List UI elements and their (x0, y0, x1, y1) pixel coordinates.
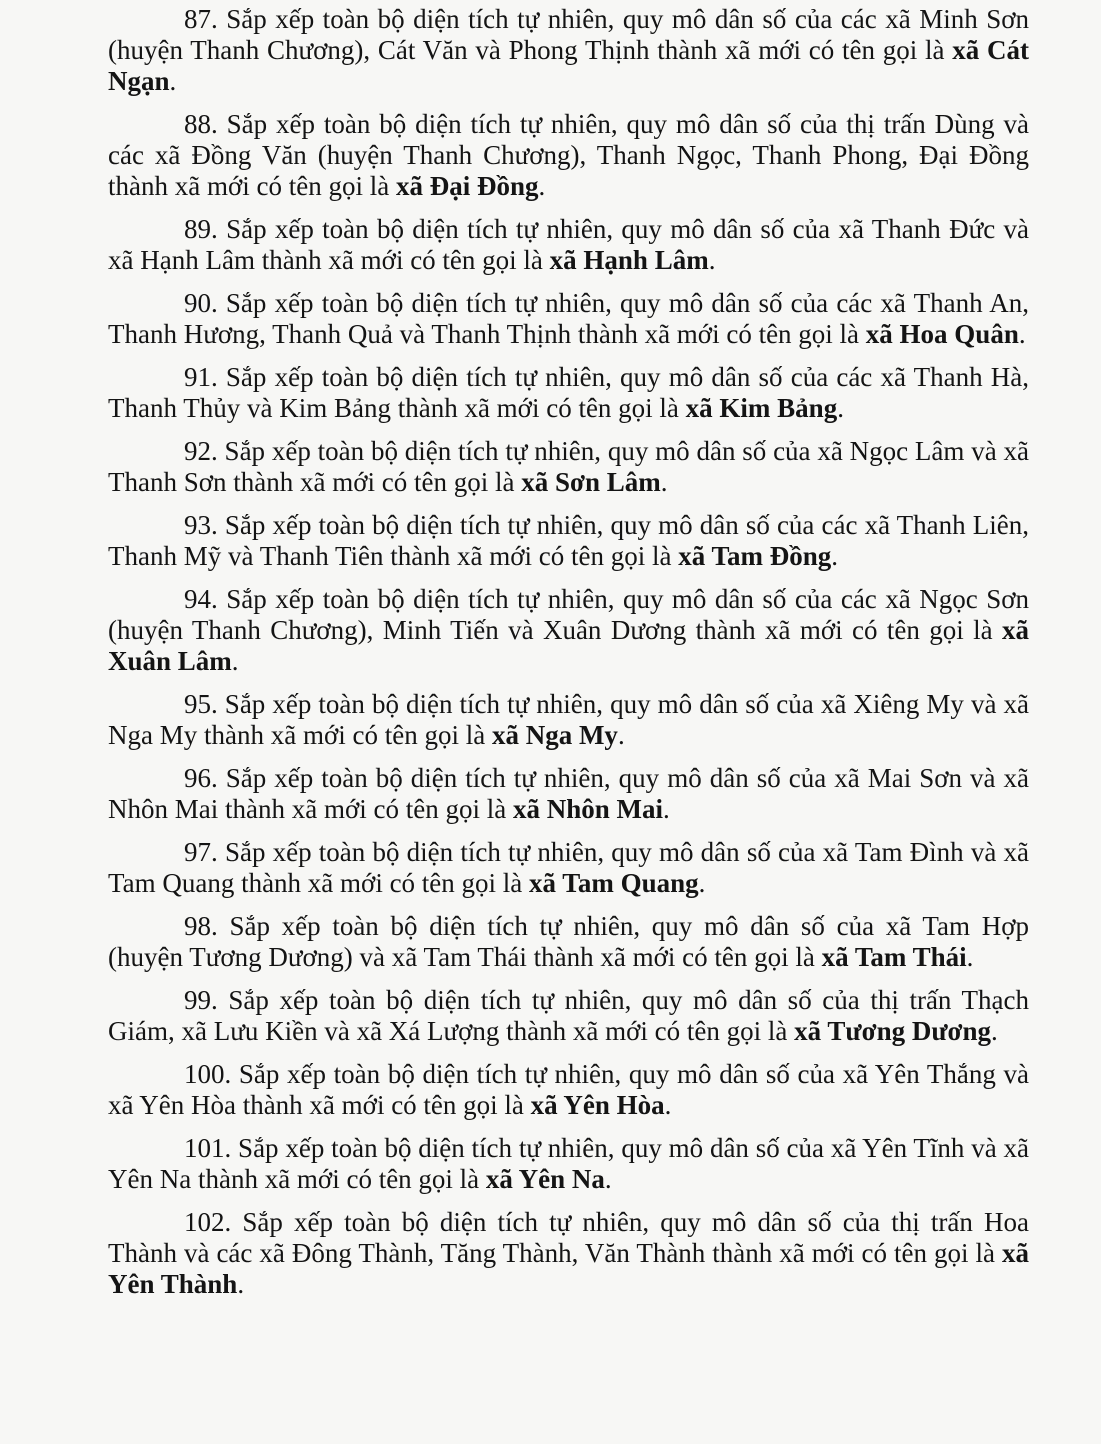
clause-text: 96. Sắp xếp toàn bộ diện tích tự nhiên, quy mô dân số của xã Mai Sơn và xã Nhôn Mai thành xã mới có tên gọi là (108, 763, 1029, 824)
clause-text: 90. Sắp xếp toàn bộ diện tích tự nhiên, quy mô dân số của các xã Thanh An, Thanh Hương, Thanh Quả và Thanh Thịnh thành xã mới có tên gọi là (108, 288, 1029, 349)
clause-87 (108, 4, 1029, 97)
new-commune-name: xã Kim Bảng (685, 393, 838, 423)
new-commune-name: xã Đại Đồng (395, 171, 539, 201)
new-commune-name: xã Yên Hòa (530, 1090, 665, 1120)
new-commune-name: xã Cát Ngạn (108, 35, 1030, 96)
clause-text: 95. Sắp xếp toàn bộ diện tích tự nhiên, quy mô dân số của xã Xiêng My và xã Nga My thành xã mới có tên gọi là (108, 689, 1029, 750)
clause-text: 92. Sắp xếp toàn bộ diện tích tự nhiên, quy mô dân số của xã Ngọc Lâm và xã Thanh Sơn thành xã mới có tên gọi là (108, 436, 1029, 497)
clause-99 (108, 985, 1029, 1047)
clause-end: . (231, 646, 239, 676)
clause-end: . (698, 868, 706, 898)
clause-end: . (169, 66, 177, 96)
clause-101 (108, 1133, 1029, 1195)
clause-end: . (538, 171, 546, 201)
clause-end: . (1018, 319, 1026, 349)
new-commune-name: xã Hoa Quân (865, 319, 1019, 349)
clause-end: . (660, 467, 668, 497)
new-commune-name: xã Xuân Lâm (108, 615, 1029, 676)
clause-91 (108, 362, 1029, 424)
clause-text: 97. Sắp xếp toàn bộ diện tích tự nhiên, quy mô dân số của xã Tam Đình và xã Tam Quang thành xã mới có tên gọi là (108, 837, 1029, 898)
new-commune-name: xã Nhôn Mai (512, 794, 663, 824)
clause-text: 98. Sắp xếp toàn bộ diện tích tự nhiên, quy mô dân số của xã Tam Hợp (huyện Tương Dương) và xã Tam Thái thành xã mới có tên gọi là (108, 911, 1029, 972)
clause-text: 93. Sắp xếp toàn bộ diện tích tự nhiên, quy mô dân số của các xã Thanh Liên, Thanh Mỹ và Thanh Tiên thành xã mới có tên gọi là (108, 510, 1029, 571)
new-commune-name: xã Tam Đồng (678, 541, 832, 571)
clause-text: 101. Sắp xếp toàn bộ diện tích tự nhiên, quy mô dân số của xã Yên Tĩnh và xã Yên Na thành xã mới có tên gọi là (108, 1133, 1029, 1194)
clause-text: 94. Sắp xếp toàn bộ diện tích tự nhiên, quy mô dân số của các xã Ngọc Sơn (huyện Thanh Chương), Minh Tiến và Xuân Dương thành xã mới có tên gọi là (108, 584, 1029, 645)
clause-end: . (837, 393, 844, 423)
clause-98 (108, 911, 1029, 973)
new-commune-name: xã Hạnh Lâm (549, 245, 709, 275)
clause-96 (108, 763, 1029, 825)
clause-90 (108, 288, 1029, 350)
clause-end: . (991, 1016, 998, 1046)
new-commune-name: xã Nga My (491, 720, 618, 750)
clause-89 (108, 214, 1029, 276)
clause-93 (108, 510, 1029, 572)
clause-102 (108, 1207, 1029, 1300)
new-commune-name: xã Tam Quang (529, 868, 699, 898)
clause-end: . (604, 1164, 612, 1194)
clause-end: . (617, 720, 625, 750)
clause-88 (108, 109, 1029, 202)
clause-text: 100. Sắp xếp toàn bộ diện tích tự nhiên, quy mô dân số của xã Yên Thắng và xã Yên Hòa thành xã mới có tên gọi là (108, 1059, 1029, 1120)
clause-100 (108, 1059, 1029, 1121)
new-commune-name: xã Yên Na (485, 1164, 605, 1194)
clause-end: . (708, 245, 716, 275)
clause-text: 91. Sắp xếp toàn bộ diện tích tự nhiên, quy mô dân số của các xã Thanh Hà, Thanh Thủy và Kim Bảng thành xã mới có tên gọi là (108, 362, 1029, 423)
clause-97 (108, 837, 1029, 899)
clause-text: 99. Sắp xếp toàn bộ diện tích tự nhiên, quy mô dân số của thị trấn Thạch Giám, xã Lưu Kiền và xã Xá Lượng thành xã mới có tên gọi là (108, 985, 1029, 1046)
new-commune-name: xã Sơn Lâm (521, 467, 661, 497)
clause-92 (108, 436, 1029, 498)
clause-text: 88. Sắp xếp toàn bộ diện tích tự nhiên, quy mô dân số của thị trấn Dùng và các xã Đồng Văn (huyện Thanh Chương), Thanh Ngọc, Thanh Phong, Đại Đồng thành xã mới có tên gọi là (108, 109, 1029, 201)
clause-95 (108, 689, 1029, 751)
clause-end: . (966, 942, 974, 972)
new-commune-name: xã Yên Thành (108, 1238, 1029, 1299)
clause-text: 87. Sắp xếp toàn bộ diện tích tự nhiên, quy mô dân số của các xã Minh Sơn (huyện Thanh Chương), Cát Văn và Phong Thịnh thành xã mới có tên gọi là (108, 4, 1029, 65)
clause-end: . (831, 541, 839, 571)
clause-text: 102. Sắp xếp toàn bộ diện tích tự nhiên, quy mô dân số của thị trấn Hoa Thành và các xã Đông Thành, Tăng Thành, Văn Thành thành xã mới có tên gọi là (108, 1207, 1029, 1268)
clause-end: . (664, 1090, 672, 1120)
clause-text: 89. Sắp xếp toàn bộ diện tích tự nhiên, quy mô dân số của xã Thanh Đức và xã Hạnh Lâm thành xã mới có tên gọi là (108, 214, 1029, 275)
clause-94 (108, 584, 1029, 677)
clause-end: . (237, 1269, 245, 1299)
new-commune-name: xã Tương Dương (794, 1016, 991, 1046)
clause-end: . (662, 794, 670, 824)
new-commune-name: xã Tam Thái (821, 942, 967, 972)
